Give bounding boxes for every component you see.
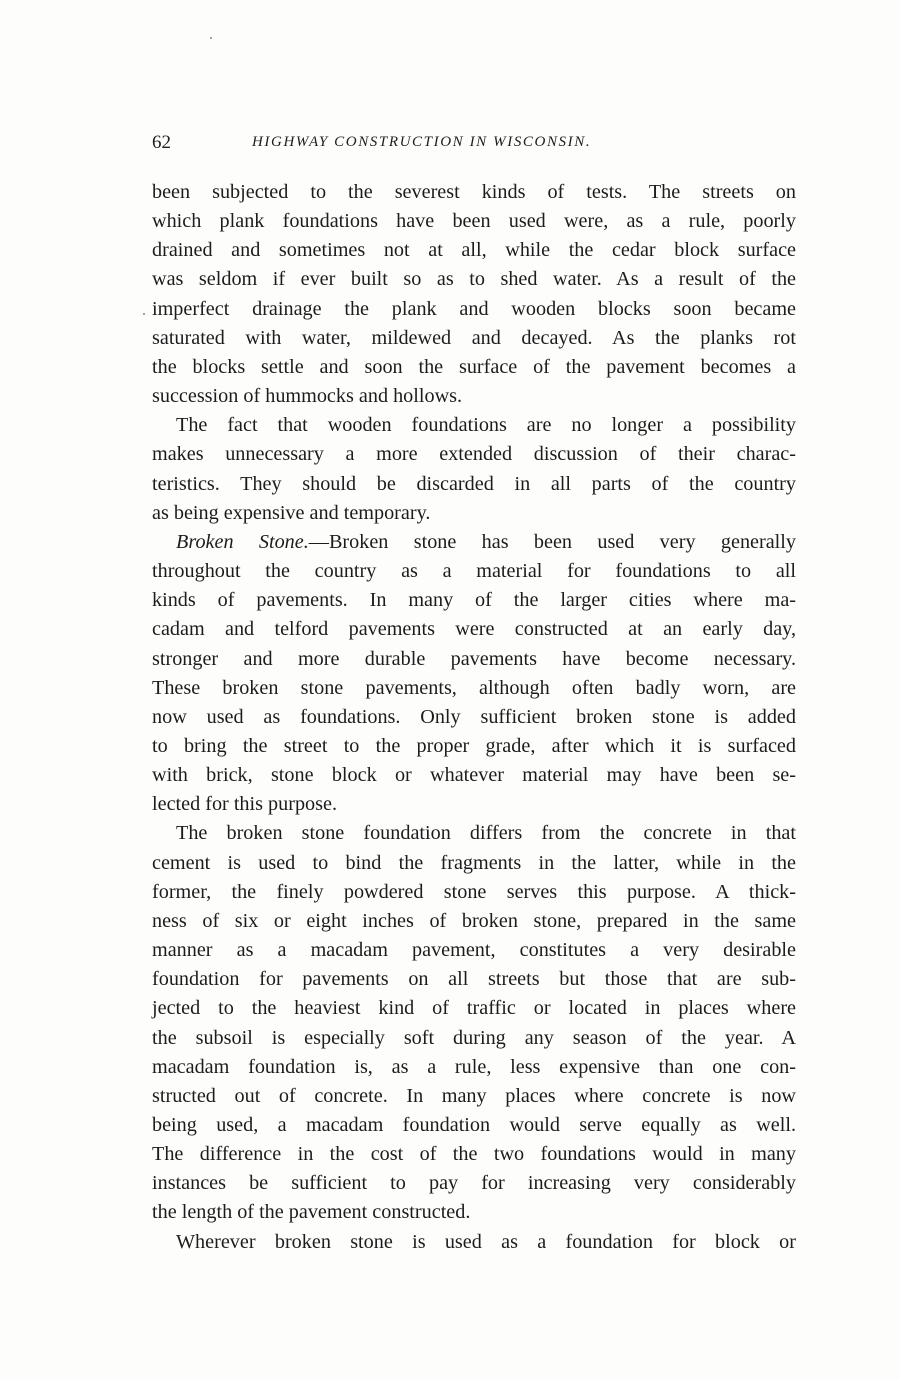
text-line: Wherever broken stone is used as a foundation for block or	[176, 1230, 796, 1253]
text-line: These broken stone pavements, although often badly worn, are	[152, 676, 796, 699]
text-line: cadam and telford pavements were constructed at an early day,	[152, 618, 796, 641]
text-line: makes unnecessary a more extended discussion of their charac-	[152, 443, 796, 466]
paragraph	[152, 819, 796, 1227]
text-line: the blocks settle and soon the surface of the pavement becomes a	[152, 355, 796, 378]
text-line: structed out of concrete. In many places where concrete is now	[152, 1084, 796, 1107]
text-line: now used as foundations. Only sufficient broken stone is added	[152, 705, 796, 728]
text-line: The broken stone foundation differs from the concrete in that	[176, 822, 796, 845]
running-head	[152, 132, 796, 158]
text-line: was seldom if ever built so as to shed water. As a result of the	[152, 268, 796, 291]
text-line: kinds of pavements. In many of the larger cities where ma-	[152, 589, 796, 612]
text-line: as being expensive and temporary.	[152, 501, 431, 524]
text-line: succession of hummocks and hollows.	[152, 385, 463, 408]
text-line: with brick, stone block or whatever material may have been se-	[152, 764, 796, 787]
paragraph	[152, 411, 796, 528]
text-line	[152, 528, 796, 557]
text-line: the length of the pavement constructed.	[152, 1201, 471, 1224]
text-line: been subjected to the severest kinds of tests. The streets on	[152, 181, 796, 203]
body-text	[152, 178, 796, 1257]
paragraph	[152, 528, 796, 820]
text-line: stronger and more durable pavements have become necessary.	[152, 647, 796, 670]
running-title: HIGHWAY CONSTRUCTION IN WISCONSIN.	[252, 134, 592, 150]
text-line: former, the finely powdered stone serves this purpose. A thick-	[152, 880, 796, 903]
text-line: being used, a macadam foundation would serve equally as well.	[152, 1114, 796, 1136]
text-line: ness of six or eight inches of broken stone, prepared in the same	[152, 909, 796, 932]
text-line: drained and sometimes not at all, while the cedar block surface	[152, 239, 796, 262]
text-line: imperfect drainage the plank and wooden blocks soon became	[152, 297, 796, 320]
text-line: teristics. They should be discarded in all parts of the country	[152, 472, 796, 495]
text-line: lected for this purpose.	[152, 793, 337, 816]
text-line: cement is used to bind the fragments in the latter, while in the	[152, 851, 796, 874]
text-line: macadam foundation is, as a rule, less expensive than one con-	[152, 1055, 796, 1078]
text-line: which plank foundations have been used were, as a rule, poorly	[152, 210, 796, 233]
paper-speck	[143, 313, 145, 315]
section-heading: Broken Stone.	[176, 530, 309, 553]
text-line: to bring the street to the proper grade, after which it is surfaced	[152, 734, 796, 757]
text-line: The difference in the cost of the two foundations would in many	[152, 1143, 796, 1166]
text-line: saturated with water, mildewed and decayed. As the planks rot	[152, 326, 796, 349]
paragraph	[152, 1228, 796, 1257]
text-line: the subsoil is especially soft during any season of the year. A	[152, 1026, 796, 1049]
paper-speck	[210, 37, 212, 39]
text-line: manner as a macadam pavement, constitutes a very desirable	[152, 939, 796, 962]
text-line: throughout the country as a material for foundations to all	[152, 560, 796, 583]
text-line: foundation for pavements on all streets but those that are sub-	[152, 968, 796, 991]
text-line: instances be sufficient to pay for increasing very considerably	[152, 1172, 796, 1195]
page-number: 62	[152, 132, 171, 153]
text-line: jected to the heaviest kind of traffic or located in places where	[152, 997, 796, 1020]
text-line: The fact that wooden foundations are no longer a possibility	[176, 414, 796, 437]
text-fragment: —Broken stone has been used very generally	[308, 530, 796, 553]
paragraph	[152, 178, 796, 411]
